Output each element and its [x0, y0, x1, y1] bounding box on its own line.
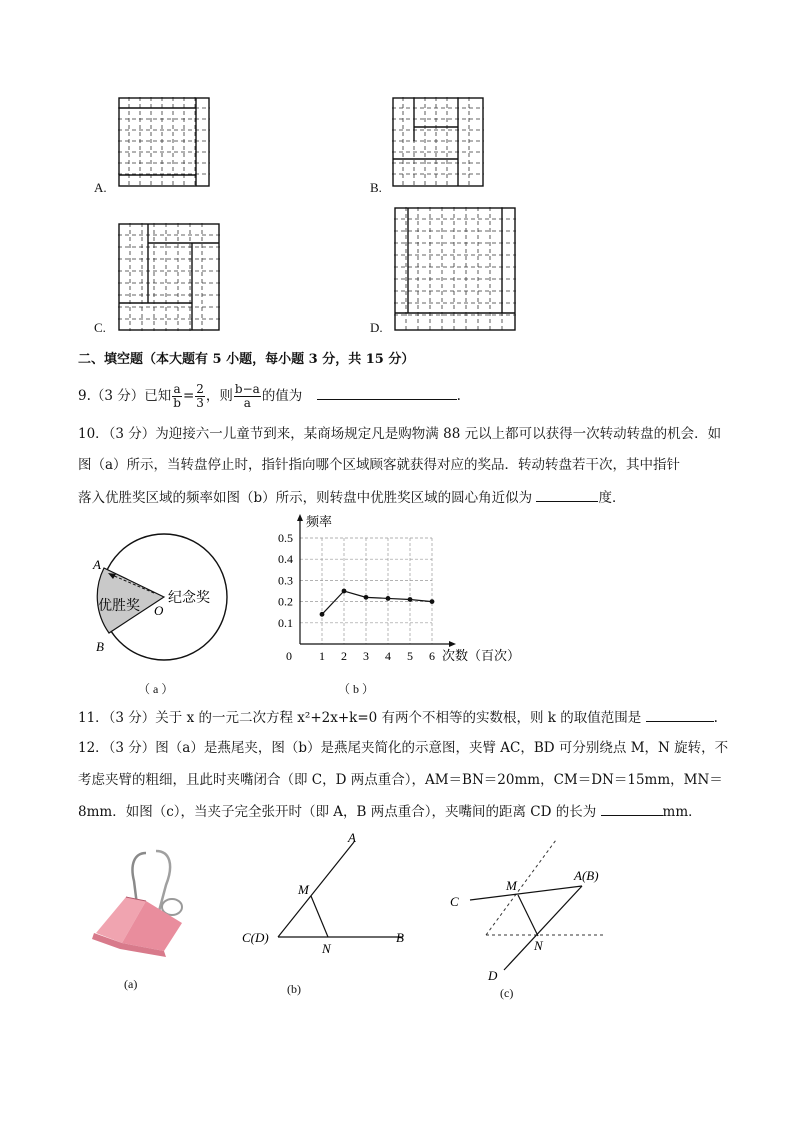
- spinner-wheel-figure: [88, 520, 248, 670]
- fig-b-label-a: A: [348, 830, 356, 845]
- fig-c-label-d: D: [488, 968, 498, 983]
- x-tick-label: 4: [385, 649, 391, 663]
- section-title: 二、填空题（本大题有 5 小题，每小题 3 分，共 15 分）: [78, 352, 415, 367]
- q12-answer-blank[interactable]: [601, 801, 663, 816]
- binder-clip-image: [86, 845, 196, 965]
- data-point: [320, 612, 325, 617]
- x-tick-label: 3: [363, 649, 369, 663]
- x-tick-label: 2: [341, 649, 347, 663]
- x-axis-title: 次数（百次）: [442, 648, 521, 663]
- frequency-chart: [278, 512, 528, 674]
- clip-closed-diagram: [238, 830, 418, 970]
- y-tick-label: 0.1: [278, 615, 293, 630]
- data-point: [364, 595, 369, 600]
- q9-prefix: 已知: [144, 388, 172, 404]
- question-11: 11．（3 分）关于 x 的一元二次方程 x²+2x+k=0 有两个不相等的实数根，则 k 的取值范围是 .: [78, 707, 718, 728]
- fig-c-label-ab: A(B): [574, 868, 599, 883]
- data-point: [342, 589, 347, 594]
- x-axis-arrow: [449, 641, 456, 647]
- y-tick-label: 0.2: [278, 594, 293, 609]
- x-tick-label: 0: [286, 649, 292, 663]
- x-tick-label: 5: [407, 649, 413, 663]
- sector-souvenir-label: 纪念奖: [168, 591, 210, 606]
- q9-frac-a-over-b: $\frac{a}{b}$: [173, 382, 181, 410]
- fig-b-caption: (b): [287, 982, 301, 996]
- y-tick-label: 0.5: [278, 531, 293, 545]
- fig-c-label-n: N: [534, 938, 543, 953]
- q12-line3: 8mm．如图（c），当夹子完全张开时（即 A，B 两点重合），夹嘴间的距离 CD 的长为 mm．: [78, 801, 702, 822]
- x-tick-label: 6: [429, 649, 435, 663]
- y-tick-label: 0.4: [278, 552, 293, 567]
- fig-b-label-cd: C(D): [242, 930, 269, 945]
- label-b: B: [96, 639, 104, 654]
- fig-a-caption: (a): [124, 977, 138, 991]
- fig-c-caption: (c): [500, 986, 514, 1000]
- q10-line2: 图（a）所示，当转盘停止时，指针指向哪个区域顾客就获得对应的奖品．转动转盘若干次，其中指针: [78, 457, 681, 473]
- x-tick-label: 1: [319, 649, 325, 663]
- q9-answer-blank[interactable]: [317, 385, 457, 400]
- data-point: [386, 596, 391, 601]
- data-point: [408, 597, 413, 602]
- q9-number: 9.: [78, 388, 91, 404]
- question-9: 9.（3 分）已知 $\frac{a}{b}$ = $\frac{2}{3}$ ，则 $\frac{b-a}{a}$ 的值为 .: [78, 382, 461, 410]
- y-tick-label: 0.3: [278, 573, 293, 588]
- q9-frac-2-over-3: $\frac{2}{3}$: [196, 382, 204, 410]
- q9-score: （3 分）: [90, 388, 145, 404]
- chart-caption: （ b ）: [338, 682, 375, 696]
- q11-answer-blank[interactable]: [646, 707, 714, 722]
- option-d-label: D.: [370, 320, 383, 335]
- y-axis-title: 频率: [306, 514, 333, 529]
- q12-line1: 12．（3 分）图（a）是燕尾夹，图（b）是燕尾夹简化的示意图，夹臂 AC，BD 可分别绕点 M，N 旋转，不: [78, 740, 729, 756]
- q12-line2: 考虑夹臂的粗细，且此时夹嘴闭合（即 C，D 两点重合），AM＝BN＝20mm，CM＝DN＝15mm，MN＝: [78, 772, 723, 788]
- data-point: [430, 599, 435, 604]
- q9-frac-expression: $\frac{b-a}{a}$: [234, 382, 260, 410]
- option-a-label: A.: [94, 180, 107, 195]
- option-grid-b: [392, 97, 486, 189]
- label-o: O: [154, 603, 164, 618]
- clip-open-diagram: [440, 840, 620, 990]
- fig-b-label-m: M: [298, 882, 309, 897]
- option-grid-d: [394, 207, 518, 333]
- fig-b-label-n: N: [322, 941, 331, 956]
- option-b-label: B.: [370, 180, 382, 195]
- sector-win-label: 优胜奖: [98, 599, 140, 614]
- q10-line1: 10．（3 分）为迎接六一儿童节到来，某商场规定凡是购物满 88 元以上都可以获得一次转动转盘的机会．如: [78, 426, 722, 442]
- option-grid-c: [118, 223, 222, 333]
- wheel-caption: （ a ）: [138, 682, 174, 696]
- fig-c-label-c: C: [450, 894, 459, 909]
- q10-line3: 落入优胜奖区域的频率如图（b）所示，则转盘中优胜奖区域的圆心角近似为 度．: [78, 487, 625, 508]
- option-c-label: C.: [94, 320, 106, 335]
- label-a: A: [93, 557, 101, 572]
- fig-b-label-b: B: [396, 930, 404, 945]
- option-grid-a: [118, 97, 212, 189]
- fig-c-label-m: M: [506, 878, 517, 893]
- q10-answer-blank[interactable]: [536, 487, 598, 502]
- frequency-line: [322, 591, 432, 614]
- y-axis-arrow: [297, 514, 303, 521]
